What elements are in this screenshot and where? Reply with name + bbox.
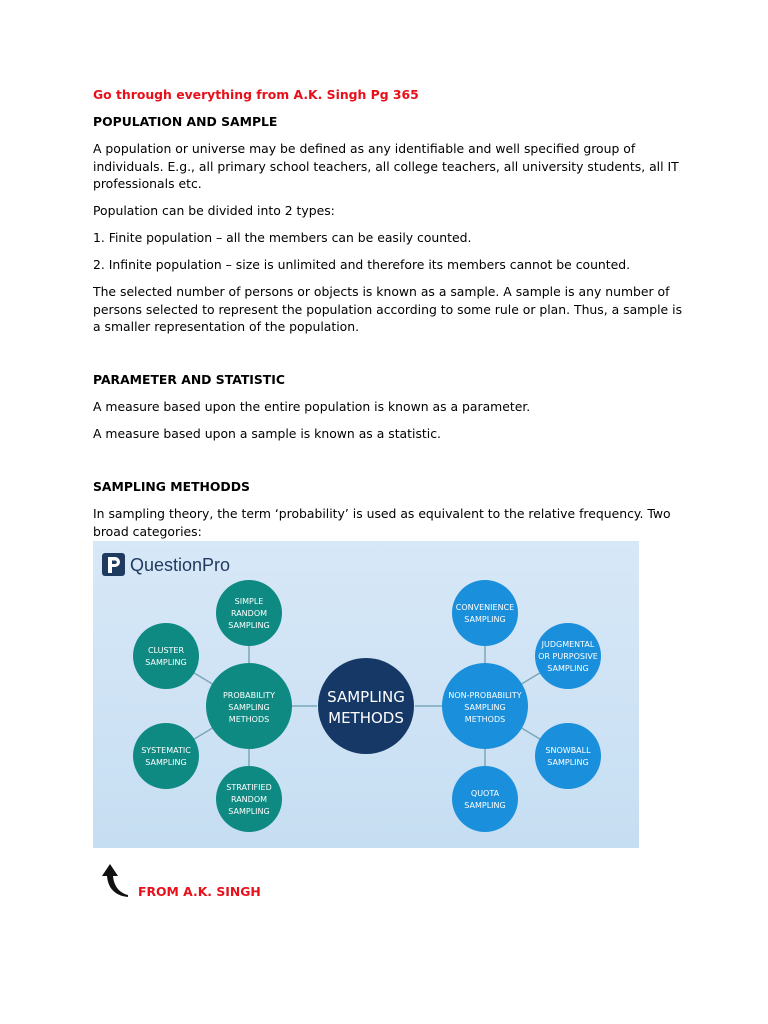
probability-label-2: SAMPLING	[228, 703, 270, 712]
paragraph-parameter: A measure based upon the entire population is known as a parameter.	[93, 399, 531, 414]
stratified-label-1: STRATIFIED	[226, 783, 272, 792]
non-probability-label-2: SAMPLING	[464, 703, 506, 712]
snowball-label-2: SAMPLING	[547, 758, 589, 767]
sampling-methods-diagram	[93, 541, 639, 848]
paragraph-sample-definition: The selected number of persons or objects is known as a sample. A sample is any number of persons selected to represent the population according to some rule or plan. Thus, a sample is a smaller representation of the population.	[93, 284, 683, 334]
stratified-label-3: SAMPLING	[228, 807, 270, 816]
heading-sampling-methods: SAMPLING METHODDS	[93, 479, 250, 494]
simple-random-label-2: RANDOM	[230, 609, 268, 618]
simple-random-label-3: SAMPLING	[228, 621, 270, 630]
cluster-label-2: SAMPLING	[145, 658, 187, 667]
center-label-1: SAMPLING	[327, 688, 405, 706]
list-item-infinite: 2. Infinite population – size is unlimited and therefore its members cannot be counted.	[93, 257, 631, 272]
probability-label-1: PROBABILITY	[222, 691, 276, 700]
judgmental-label-2: OR PURPOSIVE	[538, 652, 598, 661]
document-body	[93, 86, 683, 550]
heading-population-sample: POPULATION AND SAMPLE	[93, 114, 278, 129]
quota-node	[452, 766, 518, 832]
list-item-finite: 1. Finite population – all the members can be easily counted.	[93, 230, 472, 245]
from-label: FROM A.K. SINGH	[138, 884, 261, 899]
systematic-node	[133, 723, 199, 789]
cluster-label-1: CLUSTER	[147, 646, 185, 655]
cluster-node	[133, 623, 199, 689]
convenience-label-1: CONVENIENCE	[455, 603, 515, 612]
judgmental-label-3: SAMPLING	[547, 664, 589, 673]
questionpro-logo	[102, 553, 230, 576]
snowball-node	[535, 723, 601, 789]
non-probability-label-3: METHODS	[464, 715, 506, 724]
judgmental-label-1: JUDGMENTAL	[541, 640, 595, 649]
paragraph-population-types: Population can be divided into 2 types:	[93, 203, 335, 218]
logo-text: QuestionPro	[130, 555, 231, 575]
paragraph-population-definition: A population or universe may be defined as any identifiable and well specified group of individuals. E.g., all primary school teachers, all college teachers, all university students, all IT professionals etc.	[93, 141, 679, 191]
diagram-canvas	[93, 541, 639, 848]
paragraph-statistic: A measure based upon a sample is known as a statistic.	[93, 426, 441, 441]
systematic-label-1: SYSTEMATIC	[141, 746, 191, 755]
simple-random-label-1: SIMPLE	[234, 597, 264, 606]
stratified-label-2: RANDOM	[230, 795, 268, 804]
probability-label-3: METHODS	[228, 715, 270, 724]
quota-label-1: QUOTA	[470, 789, 500, 798]
convenience-node	[452, 580, 518, 646]
paragraph-sampling-theory: In sampling theory, the term ‘probability’ is used as equivalent to the relative frequency. Two broad categories:	[93, 506, 671, 539]
quota-label-2: SAMPLING	[464, 801, 506, 810]
convenience-label-2: SAMPLING	[464, 615, 506, 624]
heading-parameter-statistic: PARAMETER AND STATISTIC	[93, 372, 285, 387]
snowball-label-1: SNOWBALL	[545, 746, 591, 755]
center-label-2: METHODS	[328, 709, 404, 727]
center-node	[318, 658, 414, 754]
non-probability-label-1: NON-PROBABILITY	[448, 691, 522, 700]
systematic-label-2: SAMPLING	[145, 758, 187, 767]
curved-arrow-icon	[100, 862, 134, 898]
intro-note: Go through everything from A.K. Singh Pg 365	[93, 87, 419, 102]
